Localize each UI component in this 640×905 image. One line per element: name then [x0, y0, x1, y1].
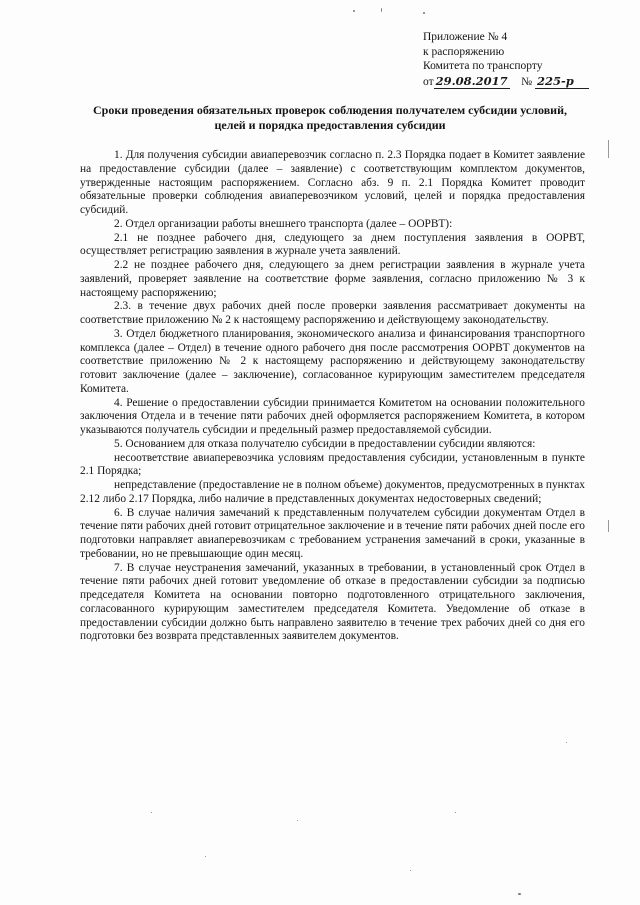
- scan-speck: [151, 812, 152, 813]
- paragraph-5: 5. Основанием для отказа получателю субсидии в предоставлении субсидии являются:: [114, 437, 536, 450]
- scan-margin-mark: [608, 520, 609, 532]
- header-committee-line: Комитета по транспорту: [423, 60, 543, 72]
- document-title: Сроки проведения обязательных проверок соблюдения получателем субсидии условий, целей и порядка предоставления субсидии: [93, 103, 567, 132]
- scan-speck: [205, 856, 206, 857]
- scan-speck: [518, 893, 521, 895]
- paragraph-2: 2. Отдел организации работы внешнего транспорта (далее – ООРВТ):: [114, 217, 453, 230]
- paragraph-7: 7. В случае неустранения замечаний, указанных в требовании, в установленный срок Отдел в течение пяти рабочих дней готовит уведомление об отказе в предоставлении субсидии за подписью председателя Комитета на основании повторно подготовленного отрицательного заключения, согласованного курирующим заместителем председателя Комитета. Уведомление об отказе в предоставлении субсидии должно быть направлено заявителю в течение трех рабочих дней со дня его подготовки без возврата представленных заявителем документов.: [80, 561, 585, 643]
- scan-speck: [566, 742, 567, 743]
- number-prefix: №: [521, 75, 533, 88]
- scan-speck: [353, 10, 355, 12]
- paragraph-4: 4. Решение о предоставлении субсидии принимается Комитетом на основании положительного заключения Отдела и в течение пяти рабочих дней оформляется распоряжением Комитета, в котором указываются получатель субсидии и предельный размер предоставляемой субсидии.: [80, 396, 585, 436]
- paragraph-2-1: 2.1 не позднее рабочего дня, следующего за днем поступления заявления в ООРВТ, осуществляет регистрацию заявления в журнале учета заявлений.: [80, 231, 585, 258]
- header-date-number-line: [423, 74, 603, 90]
- scan-speck: [455, 812, 456, 813]
- paragraph-3: 3. Отдел бюджетного планирования, экономического анализа и финансирования транспортного комплекса (далее – Отдел) в течение одного рабочего дня после рассмотрения ООРВТ документов на соответствие приложению № 2 к настоящему распоряжению и действующему законодательству готовит заключение (далее – заключение), согласованное курирующим заместителем председателя Комитета.: [80, 327, 585, 395]
- scan-speck: [423, 12, 425, 14]
- header-appendix-line: Приложение № 4: [423, 31, 508, 43]
- paragraph-6: 6. В случае наличия замечаний к представленным получателем субсидии документам Отдел в течение пяти рабочих дней готовит отрицательное заключение и в течение пяти рабочих дней после его подготовки направляет авиаперевозчикам с требованием устранения замечаний в сроки, указанные в требовании, но не превышающие один месяц.: [80, 506, 585, 560]
- handwritten-number: 225-р: [535, 74, 589, 90]
- paragraph-5-item-1: несоответствие авиаперевозчика условиям предоставления субсидии, установленным в пункте 2.1 Порядка;: [80, 451, 585, 478]
- scan-speck: [297, 820, 298, 821]
- handwritten-date: 29.08.2017: [435, 73, 508, 88]
- scan-margin-mark: [608, 140, 609, 158]
- approval-header: [423, 30, 603, 89]
- document-body: [80, 149, 585, 644]
- paragraph-2-2: 2.2 не позднее рабочего дня, следующего за днем регистрации заявления в журнале учета заявлений, проверяет заявление на соответствие форме заявления, согласно приложению № 3 к настоящему распоряжению;: [80, 259, 585, 299]
- paragraph-5-item-2: непредставление (предоставление не в полном объеме) документов, предусмотренных в пунктах 2.12 либо 2.17 Порядка, либо наличие в представленных документах недостоверных сведений;: [80, 479, 585, 505]
- date-prefix: от: [423, 75, 434, 88]
- paragraph-2-3: 2.3. в течение двух рабочих дней после проверки заявления рассматривает документы на соответствие приложению № 2 к настоящему распоряжению и действующему законодательству.: [80, 300, 585, 326]
- header-order-line: к распоряжению: [423, 45, 505, 58]
- scan-speck: [381, 8, 382, 12]
- paragraph-1: 1. Для получения субсидии авиаперевозчик согласно п. 2.3 Порядка подает в Комитет заявление на предоставление субсидии (далее – заявление) с соответствующим комплектом документов, утвержденные настоящим распоряжением. Согласно абз. 9 п. 2.1 Порядка Комитет проводит обязательные проверки соблюдения авиаперевозчиком условий, целей и порядка предоставления субсидий.: [80, 149, 585, 216]
- scan-speck: [410, 870, 411, 871]
